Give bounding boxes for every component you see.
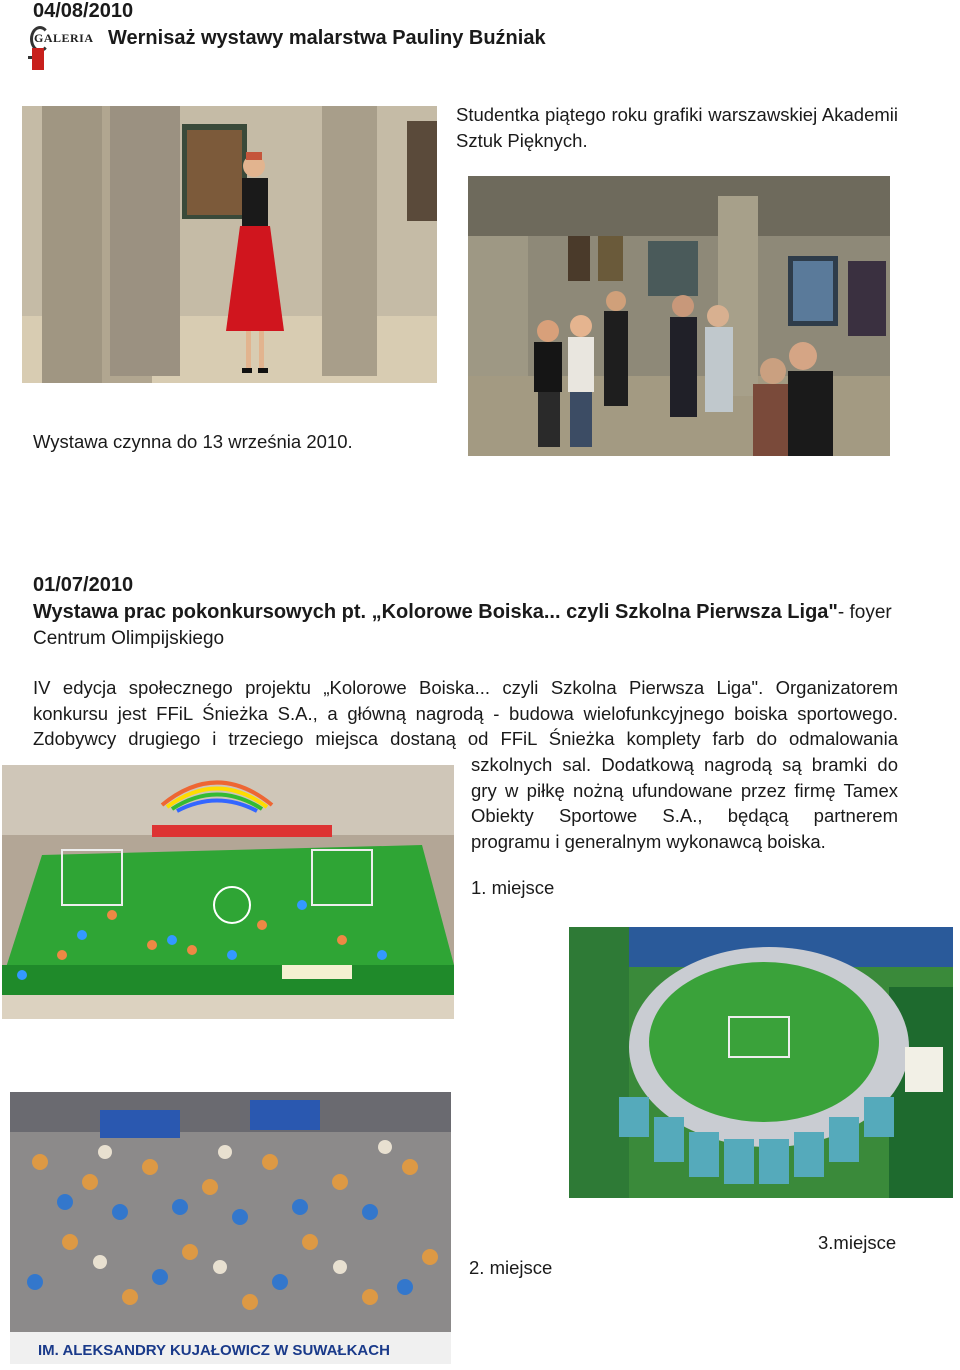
- photo-first-place-model: [2, 765, 454, 1019]
- section1-title: Wernisaż wystawy malarstwa Pauliny Buźniak: [108, 27, 546, 49]
- banner-school-name: IM. ALEKSANDRY KUJAŁOWICZ W SUWAŁKACH: [38, 1342, 390, 1359]
- second-place-label: 2. miejsce: [469, 1257, 553, 1278]
- section2-paragraph-continued: [471, 752, 898, 854]
- para-cont-3: Obiekty Sportowe S.A., będącą partnerem: [471, 805, 898, 826]
- section1-intro: Studentka piątego roku grafiki warszawskiej Akademii Sztuk Pięknych.: [456, 104, 898, 151]
- para-line-2: konkursu jest FFiL Śnieżka S.A., a główną nagrodą - budowa wielofunkcyjnego boiska sportowego.: [33, 702, 898, 724]
- section1-date: 04/08/2010: [33, 0, 134, 22]
- para-cont-4: programu i generalnym wykonawcą boiska.: [471, 830, 826, 852]
- section2-title-line: [33, 601, 892, 624]
- third-place-label: 3.miejsce: [818, 1232, 897, 1253]
- para-cont-2: gry w piłkę nożną ufundowane przez firmę Tamex: [471, 779, 898, 801]
- photo-third-place-model: [569, 927, 953, 1198]
- para-line-1: IV edycja społecznego projektu „Kolorowe Boiska... czyli Szkolna Pierwsza Liga". Organizatorem: [33, 677, 898, 698]
- section2-title-suffix-line2: Centrum Olimpijskiego: [33, 628, 225, 649]
- section2-date: 01/07/2010: [33, 574, 134, 596]
- section2-title-suffix: - foyer: [837, 602, 892, 623]
- photo-gallery-visitors: [468, 176, 890, 456]
- para-cont-1: szkolnych sal. Dodatkową nagrodą są bramki do: [471, 754, 898, 775]
- photo-second-place-model: [10, 1092, 451, 1364]
- section2-paragraph: [33, 675, 898, 752]
- photo-artist-speaking: [22, 106, 437, 383]
- section2-title: Wystawa prac pokonkursowych pt. „Kolorowe Boiska... czyli Szkolna Pierwsza Liga": [33, 601, 838, 623]
- first-place-label: 1. miejsce: [471, 877, 555, 898]
- section1-open-until: Wystawa czynna do 13 września 2010.: [33, 431, 353, 452]
- galeria-logo: GALERIA: [28, 26, 92, 72]
- para-line-3: Zdobywcy drugiego i trzeciego miejsca dostaną od FFiL Śnieżka komplety farb do odmalowania: [33, 728, 898, 749]
